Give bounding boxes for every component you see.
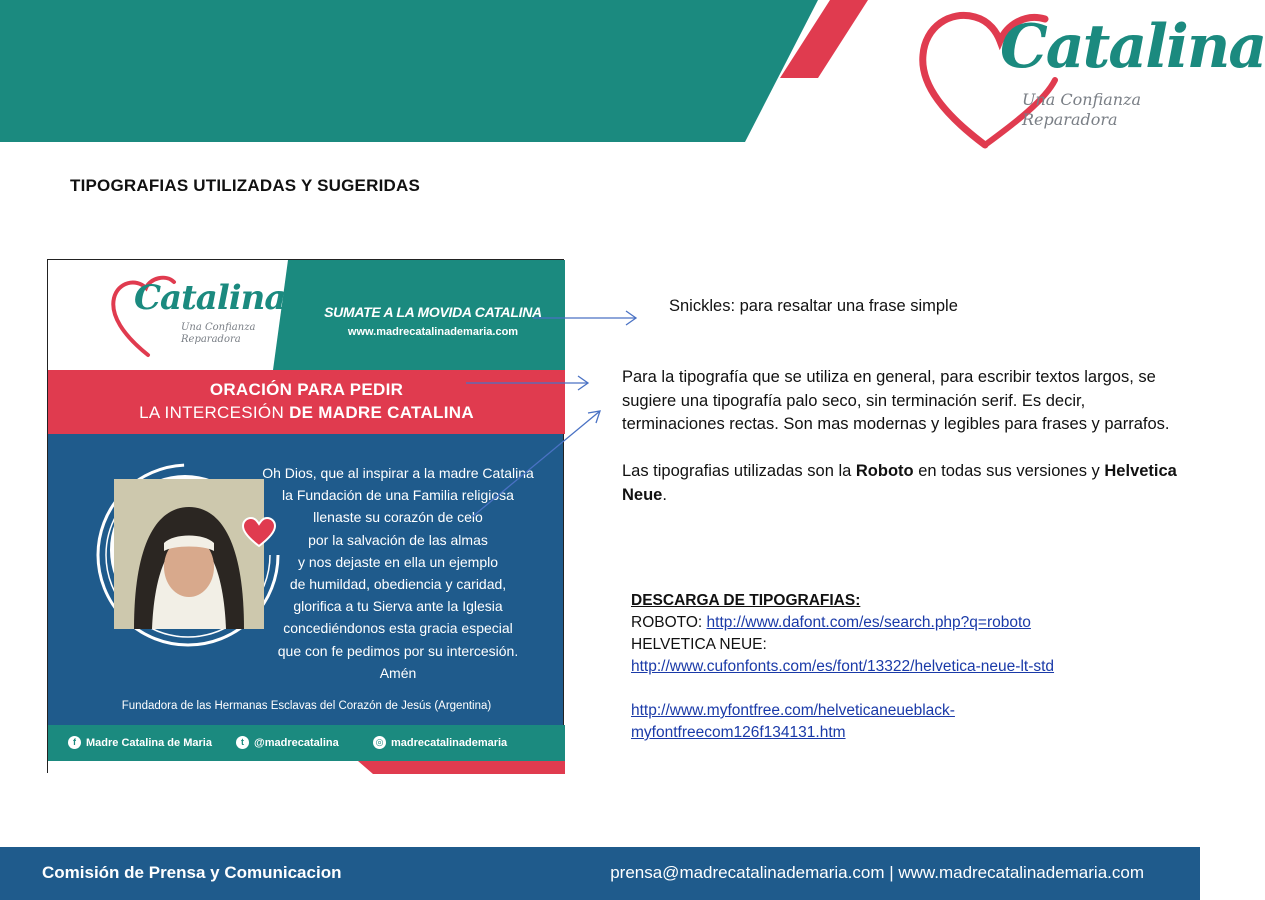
downloads-section — [631, 590, 1171, 744]
font-name-helvetica: Helvetica Neue — [622, 462, 1177, 504]
helvetica-download-link-2[interactable] — [631, 700, 1171, 744]
instagram-icon: ◎ — [373, 736, 386, 749]
prayer-line: por la salvación de las almas — [308, 531, 488, 548]
flyer-instagram — [373, 736, 507, 749]
prayer-line: que con fe pedimos por su intercesión. — [277, 642, 519, 659]
flyer-title-line2-pre: LA INTERCESIÓN — [139, 403, 290, 422]
instagram-handle: madrecatalinademaria — [391, 736, 508, 749]
helvetica-download-link-1[interactable]: http://www.cufonfonts.com/es/font/13322/helvetica-neue-lt-std — [631, 658, 1055, 675]
downloads-heading: DESCARGA DE TIPOGRAFIAS: — [631, 592, 861, 609]
section-title: TIPOGRAFIAS UTILIZADAS Y SUGERIDAS — [70, 176, 420, 195]
footer-commission: Comisión de Prensa y Comunicacion — [42, 863, 342, 882]
description-paragraph-2 — [622, 460, 1182, 507]
twitter-icon: t — [236, 736, 249, 749]
font-name-roboto: Roboto — [855, 462, 914, 480]
typography-description — [622, 366, 1182, 531]
footer-contact: prensa@madrecatalinademaria.com | www.madrecatalinademaria.com — [610, 863, 1144, 882]
flyer-url: www.madrecatalinademaria.com — [347, 326, 519, 338]
arrow-head-icon — [588, 411, 600, 423]
roboto-label: ROBOTO: — [631, 614, 707, 631]
facebook-icon: f — [68, 736, 81, 749]
brand-tagline-line1: Una Confianza — [1022, 90, 1142, 109]
flyer-title-line2-bold: DE MADRE CATALINA — [289, 403, 474, 422]
flyer-title-line1: ORACIÓN PARA PEDIR — [209, 380, 404, 399]
prayer-line: glorifica a tu Sierva ante la Iglesia — [293, 598, 503, 615]
flyer-facebook — [68, 736, 212, 749]
prayer-line: Amén — [379, 664, 417, 681]
helvetica-link-2-line2[interactable]: myfontfreecom126f134131.htm — [631, 724, 846, 741]
brand-logo-word: Catalina — [1000, 12, 1265, 82]
flyer-sample-image — [47, 259, 564, 773]
flyer-bottom-stripe — [48, 761, 565, 774]
prayer-line: concediéndonos esta gracia especial — [283, 620, 513, 637]
p2-pre: Las tipografias utilizadas son la — [622, 462, 856, 480]
prayer-line: y nos dejaste en ella un ejemplo — [297, 553, 499, 570]
flyer-logo-tagline — [181, 322, 255, 346]
prayer-line: la Fundación de una Familia religiosa — [282, 487, 514, 504]
p2-mid: en todas sus versiones y — [913, 462, 1105, 480]
prayer-line: Oh Dios, que al inspirar a la madre Catalina — [262, 465, 534, 481]
helvetica-link-2-line1[interactable]: http://www.myfontfree.com/helveticaneueblack- — [631, 702, 955, 719]
flyer-tagline-line1: Una Confianza — [181, 322, 256, 333]
roboto-download-row — [631, 612, 1171, 634]
flyer-tagline-line2: Reparadora — [181, 334, 241, 345]
spacer — [631, 678, 1171, 700]
roboto-download-link[interactable]: http://www.dafont.com/es/search.php?q=roboto — [706, 614, 1031, 631]
flyer-prayer-text — [248, 462, 548, 684]
p2-end: . — [662, 485, 667, 504]
nun-portrait-icon — [114, 479, 264, 629]
portrait-photo — [110, 475, 260, 625]
flyer-founder-caption: Fundadora de las Hermanas Esclavas del Corazón de Jesús (Argentina) — [121, 700, 492, 712]
description-paragraph-1: Para la tipografía que se utiliza en general, para escribir textos largos, se sugiere una tipografía palo seco, sin terminación serif. Es decir, terminaciones rectas. Son mas modernas y legibles para frases y parrafos. — [622, 368, 1170, 433]
arrow-head-icon — [626, 311, 636, 325]
flyer-twitter — [236, 736, 339, 749]
flyer-title-line2 — [48, 403, 565, 423]
twitter-handle: @madrecatalina — [254, 736, 339, 749]
brand-logo-tagline — [1022, 90, 1141, 130]
prayer-line: de humildad, obediencia y caridad, — [289, 576, 507, 593]
snickles-note: Snickles: para resaltar una frase simple — [669, 297, 958, 315]
flyer-logo-word: Catalina — [134, 278, 286, 318]
flyer-slogan: SUMATE A LA MOVIDA CATALINA — [324, 304, 542, 320]
arrow-head-icon — [578, 376, 588, 390]
facebook-handle: Madre Catalina de Maria — [86, 736, 212, 749]
brand-tagline-line2: Reparadora — [1022, 110, 1118, 129]
prayer-line: llenaste su corazón de celo — [313, 509, 483, 526]
helvetica-label: HELVETICA NEUE: — [631, 636, 767, 653]
